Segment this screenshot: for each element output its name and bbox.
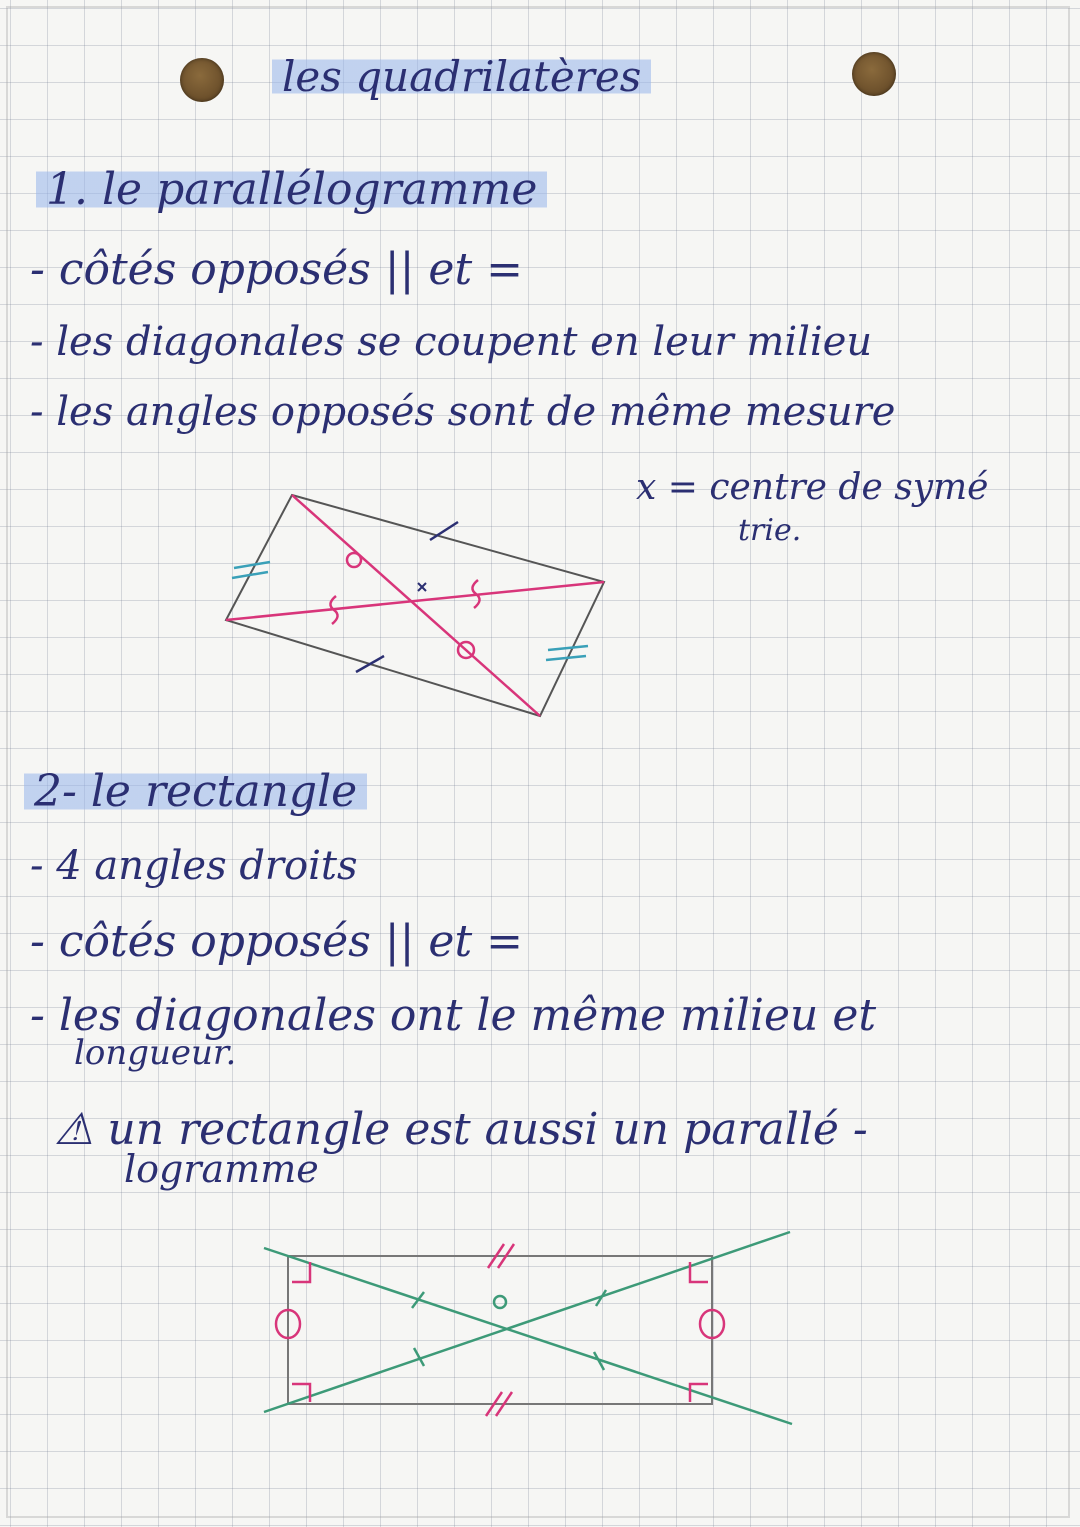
section-1-heading-text: 1. le parallélogramme: [36, 164, 547, 215]
section-1-item-1: - côtés opposés || et =: [30, 244, 523, 295]
section-2-warning-line2: logramme: [124, 1147, 319, 1191]
section-2-item-3: - les diagonales ont le même milieu et: [30, 990, 877, 1041]
section-2-warning-line1: ⚠ un rectangle est aussi un parallé -: [54, 1104, 868, 1155]
section-1-note-line2: trie.: [738, 513, 802, 548]
section-2-heading-text: 2- le rectangle: [24, 766, 367, 817]
section-2-item-2: - côtés opposés || et =: [30, 916, 523, 967]
page-title-text: les quadrilatères: [272, 52, 651, 101]
section-2-item-1: - 4 angles droits: [30, 843, 358, 889]
center-mark: [494, 1296, 506, 1308]
section-1-item-3: - les angles opposés sont de même mesure: [30, 389, 896, 435]
section-2-item-4: longueur.: [74, 1033, 237, 1073]
section-1-note-line1: x = centre de symé: [636, 467, 989, 508]
section-1-item-2: - les diagonales se coupent en leur milieu: [30, 319, 873, 365]
right-angle-mark: [292, 1262, 310, 1282]
